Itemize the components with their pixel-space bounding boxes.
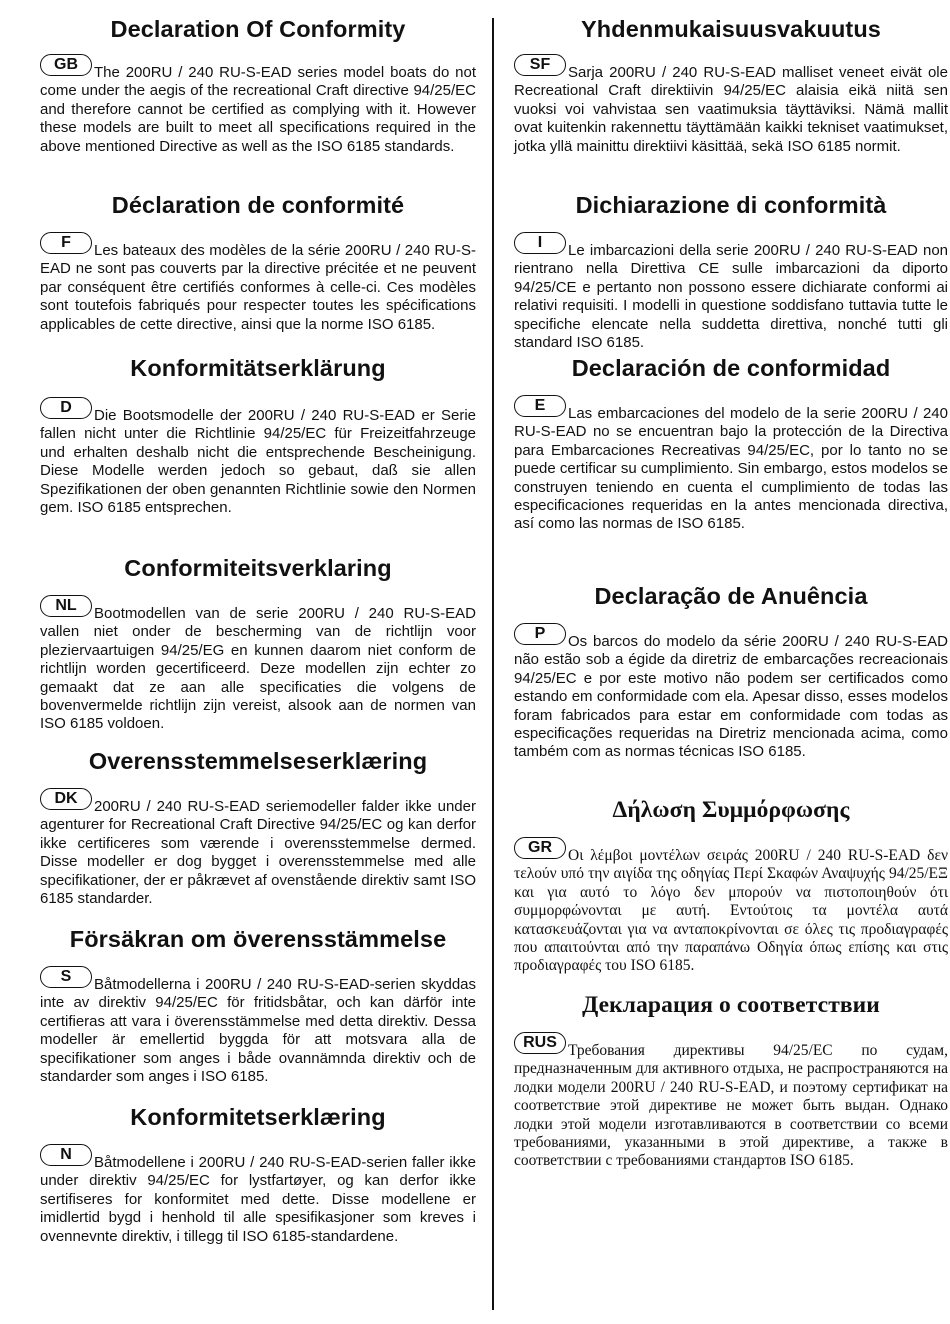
language-badge: S	[40, 966, 92, 988]
section-text: Οι λέμβοι μοντέλων σειράς 200RU / 240 RU-S-EAD δεν τελούν υπό την αιγίδα της οδηγίας Περί Σκαφών Αναψυχής 94/25/ΕΞ και για αυτό το λόγο δεν μπορούν να πιστοποιηθούν ότι συμμορφώνονται με αυτή. Εντούτοις τα μοντέλα αυτά κατασκευάζονται για να ανταποκρίνονται σε όλες τις προδιαγραφές που απαιτούνται από την παραπάνω Οδηγία όπως επίσης και στις προδιαγραφές του ISO 6185.	[514, 847, 948, 975]
section-nl	[40, 553, 476, 746]
section-body	[40, 1146, 476, 1246]
section-text: 200RU / 240 RU-S-EAD seriemodeller falder ikke under agenturer for Recreational Craft Directive 94/25/EC og kan derfor ikke certificeres som værende i overensstemmelse dermed. Disse modeller er dog bygget i overensstemmelse med alle specifikationer, der er påkrævet af ovenstående direktiv samt ISO 6185 standarder.	[40, 798, 476, 908]
section-e	[514, 353, 948, 581]
section-rus	[514, 990, 948, 1171]
column-divider	[492, 18, 494, 1310]
section-gr	[514, 795, 948, 990]
section-d	[40, 353, 476, 553]
section-title: Déclaration de conformité	[111, 192, 405, 218]
language-badge: E	[514, 395, 566, 417]
section-text: The 200RU / 240 RU-S-EAD series model boats do not come under the aegis of the recreational Craft directive 94/25/EC and therefore cannot be certified as complying with it. However these models are built to meet all specifications required in the above mentioned Directive as well as the ISO 6185 standards.	[40, 64, 476, 155]
language-badge: GR	[514, 837, 566, 859]
right-column	[514, 14, 948, 1171]
language-badge: DK	[40, 788, 92, 810]
language-badge: N	[40, 1144, 92, 1166]
section-text: Les bateaux des modèles de la série 200RU / 240 RU-S-EAD ne sont pas couverts par la directive précitée et ne peuvent par conséquent être certifiés conformes à celle-ci. Ces modèles sont toutefois fabriqués pour respecter toutes les spécifications applicables de cette directive, ainsi que la norme ISO 6185.	[40, 242, 476, 333]
section-title: Conformiteitsverklaring	[124, 555, 392, 581]
section-title: Dichiarazione di conformità	[575, 192, 887, 218]
section-body	[40, 234, 476, 334]
section-text: Требования директивы 94/25/EC по судам, предназначенным для активного отдыха, не распространяются на лодки модели 200RU / 240 RU-S-EAD, и поэтому сертификат на соответствие этой директиве не может быть выдан. Однако лодки этой модели изготавливаются в соответствии со всеми требованиями, указанными в этой директиве, а также в соответствии с требованиями стандартов ISO 6185.	[514, 1042, 948, 1170]
language-badge: D	[40, 397, 92, 419]
section-body	[40, 56, 476, 156]
section-sf	[514, 14, 948, 190]
section-title: Overensstemmelseserklæring	[88, 748, 428, 774]
section-n	[40, 1102, 476, 1246]
section-text: Sarja 200RU / 240 RU-S-EAD malliset veneet eivät ole Recreational Craft direktiivin 94/25/EC alaisia eikä niitä sen vuoksi voi vahvistaa sen vaatimuksia täyttäviksi. Nämä mallit ovat kuitenkin rakennettu täyttämään kaikki tekniset vaatimukset, jotka yllä mainittu direktiivi käsittää, sekä ISO 6185 normit.	[514, 64, 948, 155]
section-text: Las embarcaciones del modelo de la serie 200RU / 240 RU-S-EAD no se encuentran bajo la protección de la Directiva para Embarcaciones Recreativas 94/25/EC, por lo tanto no se puede certificar su cumplimiento. Sin embargo, estos modelos se construyen teniendo en cuenta el cumplimiento de todas las especificaciones requeridas en la antes mencionada directiva, así como las normas de ISO 6185.	[514, 405, 948, 533]
section-body	[40, 399, 476, 517]
section-body	[514, 234, 948, 352]
left-column	[40, 14, 476, 1246]
section-title: Konformitetserklæring	[130, 1104, 386, 1130]
section-body	[514, 839, 948, 976]
section-dk	[40, 746, 476, 924]
section-body	[40, 968, 476, 1086]
language-badge: NL	[40, 595, 92, 617]
language-badge: SF	[514, 54, 566, 76]
section-title: Δήλωση Συμμόρφωσης	[612, 797, 850, 823]
section-f	[40, 190, 476, 353]
section-title: Yhdenmukaisuusvakuutus	[581, 16, 881, 42]
section-title: Declaración de conformidad	[571, 355, 891, 381]
section-text: Båtmodellerna i 200RU / 240 RU-S-EAD-serien skyddas inte av direktiv 94/25/EC för fritidsbåtar, och kan därför inte certifieras att vara i överensstämmelse med detta direktiv. Dessa modeller är emellertid byggda för att motsvara alla de specifikationer som anges i både ovannämnda direktiv och de standarder som anges i ISO 6185.	[40, 976, 476, 1086]
section-body	[514, 625, 948, 762]
section-body	[40, 597, 476, 734]
section-title: Декларация о соответствии	[582, 992, 880, 1018]
section-text: Os barcos do modelo da série 200RU / 240 RU-S-EAD não estão sob a égide da diretriz de embarcações recreacionais 94/25/EC e por este motivo não podem ser certificados como estando em conformidade com ela. Apesar disso, esses modelos foram fabricados para estar em conformidade com todas as especificações requeridas na Diretriz mencionada acima, como também com as normas técnicas ISO 6185.	[514, 633, 948, 761]
section-text: Die Bootsmodelle der 200RU / 240 RU-S-EAD er Serie fallen nicht unter die Richtlinie 94/25/EC für Freizeitfahrzeuge und erhalten deshalb nicht die entsprechende Bescheinigung. Diese Modelle werden jedoch so gebaut, daß sie allen Spezifikationen der oben genannten Richtlinie sowie den Normen gem. ISO 6185 entsprechen.	[40, 407, 476, 517]
language-badge: GB	[40, 54, 92, 76]
section-p	[514, 581, 948, 795]
language-badge: F	[40, 232, 92, 254]
language-badge: RUS	[514, 1032, 566, 1054]
language-badge: P	[514, 623, 566, 645]
section-title: Declaração de Anuência	[594, 583, 868, 609]
section-text: Båtmodellene i 200RU / 240 RU-S-EAD-serien faller ikke under direktiv 94/25/EC for lystfartøyer, og kan derfor ikke sertifiseres for konformitet med dette. Disse modellene er imidlertid bygd i henhold til alle spesifikasjoner som kreves i ovennevnte direktiv, i tillegg til ISO 6185-standardene.	[40, 1154, 476, 1245]
language-badge: I	[514, 232, 566, 254]
section-title: Försäkran om överensstämmelse	[69, 926, 447, 952]
section-title: Konformitätserklärung	[130, 355, 386, 381]
section-i	[514, 190, 948, 353]
section-body	[40, 790, 476, 908]
section-gb	[40, 14, 476, 190]
section-body	[514, 397, 948, 534]
section-body	[514, 1034, 948, 1171]
section-text: Le imbarcazioni della serie 200RU / 240 RU-S-EAD non rientrano nella Direttiva CE sulle imbarcazioni da diporto 94/25/CE e pertanto non possono essere dichiarate conformi ai relativi requisiti. I modelli in questione soddisfano tuttavia tutte le specifiche elencate nella suddetta direttiva, nonché tutti gli standard ISO 6185.	[514, 242, 948, 352]
section-s	[40, 924, 476, 1102]
section-title: Declaration Of Conformity	[110, 16, 406, 42]
section-body	[514, 56, 948, 156]
section-text: Bootmodellen van de serie 200RU / 240 RU-S-EAD vallen niet onder de bescherming van de richtlijn voor pleziervaartuigen 94/25/EG en kunnen daarom niet conform de richtlijn worden gecertificeerd. Deze modellen zijn echter zo gemaakt dat ze aan alle specificaties die volgens de bovenvermelde richtlijn zijn vereist, alsook aan de normen van ISO 6185 voldoen.	[40, 605, 476, 733]
